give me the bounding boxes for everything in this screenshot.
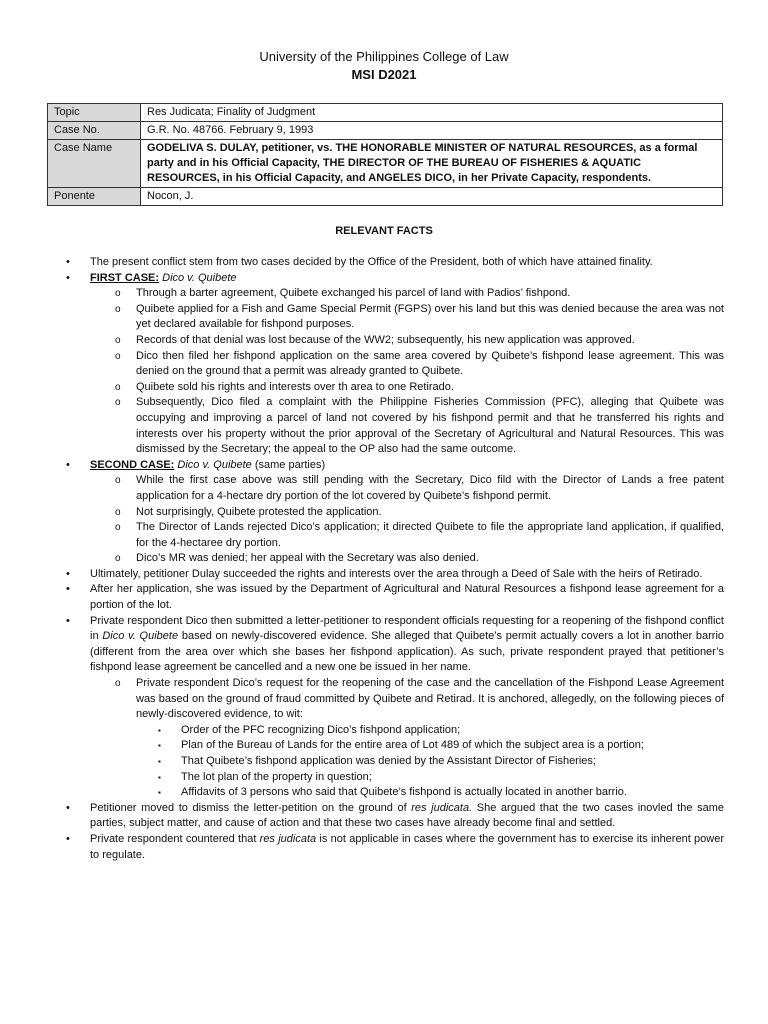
first-case-label: FIRST CASE: (90, 271, 160, 284)
list-item (66, 271, 724, 287)
case-no-label: Case No. (48, 122, 141, 140)
bullet: o (115, 288, 121, 300)
fact-text: Subsequently, Dico filed a complaint with the Philippine Fisheries Commission (PFC), alleging that Quibete was occupying and improving a parcel of land not covered by his fishpond permit and that he transferred his rights and interests over his property without the prior approval of the Secretary of Agricultural and Natural Resources. This was dismissed by the Secretary; the appeal to the OP also had the same outcome. (136, 396, 724, 456)
bullet: o (115, 475, 121, 487)
first-case-title: Dico v. Quibete (162, 271, 237, 284)
bullet: o (115, 397, 121, 409)
fact-text: Quibete applied for a Fish and Game Special Permit (FGPS) over his land but this was denied because the area was not yet declared available for fishpond purposes. (136, 302, 724, 331)
evidence-text: Affidavits of 3 persons who said that Quibete’s fishpond is actually located in another barrio. (181, 786, 627, 799)
evidence-text: Order of the PFC recognizing Dico’s fishpond application; (181, 723, 461, 736)
bullet: • (66, 801, 70, 814)
topic-value: Res Judicata; Finality of Judgment (141, 104, 723, 122)
list-item (66, 286, 724, 302)
list-item (66, 567, 724, 583)
fact-text: Dico then filed her fishpond application on the same area covered by Quibete’s fishpond lease agreement. This was denied on the ground that a permit was already granted to Quibete. (136, 349, 724, 378)
fact-text: is not applicable in cases where the government has to exercise its inherent power to regulate. (90, 832, 724, 861)
evidence-item (66, 770, 724, 786)
ponente-label: Ponente (48, 188, 141, 206)
evidence-item (66, 738, 724, 754)
evidence-text: The lot plan of the property in question; (181, 770, 372, 783)
bullet: o (115, 522, 121, 534)
table-row (48, 140, 723, 188)
evidence-text: That Quibete’s fishpond application was denied by the Assistant Director of Fisheries; (181, 755, 596, 767)
bullet: o (115, 303, 121, 315)
bullet: ▪ (158, 788, 161, 798)
fact-text: The present conflict stem from two cases decided by the Office of the President, both of which have attained finality. (90, 256, 653, 268)
list-item (66, 582, 724, 613)
second-case-suffix: (same parties) (251, 458, 326, 471)
list-item (66, 395, 724, 457)
evidence-item (66, 785, 724, 801)
list-item (66, 520, 724, 551)
fact-text: Quibete sold his rights and interests over th area to one Retirado. (136, 380, 454, 393)
legal-term: res judicata (259, 832, 317, 845)
bullet: ▪ (158, 757, 161, 766)
bullet: • (66, 271, 70, 284)
ponente-value: Nocon, J. (141, 188, 723, 206)
list-item (66, 333, 724, 349)
fact-text: The Director of Lands rejected Dico’s application; it directed Quibete to file the appropriate land application, if qualified, for the 4-hectaree dry portion. (136, 521, 724, 549)
case-name-label: Case Name (48, 140, 141, 188)
fact-text: She argued that the two cases inovled the same parties, subject matter, and cause of action and that these two cases have already become final and settled. (90, 801, 724, 830)
list-item (66, 614, 724, 676)
list-item (66, 349, 724, 380)
facts-body (66, 255, 724, 863)
table-row (48, 188, 723, 206)
list-item (66, 302, 724, 333)
fact-text: based on newly-discovered evidence. She alleged that Quibete’s permit actually covers a lot in another barrio (different from the area over which she bases her fishpond application). As such, private respondent prayed that petitioner’s fishpond lease agreement be cancelled and a new one be issued in her name. (90, 630, 724, 674)
bullet: • (66, 614, 70, 627)
bullet: ▪ (158, 741, 161, 751)
bullet: ▪ (158, 772, 161, 782)
table-row (48, 104, 723, 122)
topic-label: Topic (48, 104, 141, 122)
fact-text: While the first case above was still pending with the Secretary, Dico fild with the Director of Lands a free patent application for a 4-hectare dry portion of the lot covered by Quibete’s fishpond permit. (136, 474, 724, 502)
bullet: o (115, 334, 121, 346)
fact-text: Dico’s MR was denied; her appeal with the Secretary was also denied. (136, 552, 479, 565)
document-header (0, 48, 768, 84)
list-item (66, 255, 724, 271)
bullet: • (66, 832, 70, 845)
fact-text: Not surprisingly, Quibete protested the application. (136, 505, 382, 518)
list-item (66, 832, 724, 863)
bullet: • (66, 583, 70, 596)
list-item (66, 551, 724, 567)
list-item (66, 801, 724, 832)
fact-text: Petitioner moved to dismiss the letter-petition on the ground of (90, 801, 412, 814)
list-item (66, 676, 724, 723)
bullet: • (66, 256, 70, 268)
fact-text: Through a barter agreement, Quibete exchanged his parcel of land with Padios’ fishpond. (136, 287, 571, 300)
table-row (48, 122, 723, 140)
legal-term: res judicata. (411, 801, 473, 814)
list-item (66, 380, 724, 396)
evidence-item (66, 723, 724, 739)
evidence-item (66, 754, 724, 770)
section-title: RELEVANT FACTS (335, 225, 433, 237)
fact-text: Ultimately, petitioner Dulay succeeded the rights and interests over the area through a Deed of Sale with the heirs of Retirado. (90, 567, 703, 580)
bullet: o (115, 506, 121, 518)
fact-text: Records of that denial was lost because of the WW2; subsequently, his new application was approved. (136, 333, 635, 346)
bullet: • (66, 567, 70, 580)
fact-text: After her application, she was issued by the Department of Agricultural and Natural Resources a fishpond lease agreement for a portion of the lot. (90, 583, 724, 612)
case-reference: Dico v. Quibete (102, 630, 179, 643)
second-case-label: SECOND CASE: (90, 458, 175, 471)
second-case-title: Dico v. Quibete (177, 458, 252, 471)
bullet: o (115, 678, 121, 690)
evidence-text: Plan of the Bureau of Lands for the entire area of Lot 489 of which the subject area is a portion; (181, 739, 644, 752)
bullet: o (115, 381, 121, 393)
case-info-table (47, 103, 723, 206)
case-name-value: GODELIVA S. DULAY, petitioner, vs. THE HONORABLE MINISTER OF NATURAL RESOURCES, as a formal party and in his Official Capacity, THE DIRECTOR OF THE BUREAU OF FISHERIES & AQUATIC RESOURCES, in his Official Capacity, and ANGELES DICO, in her Private Capacity, respondents. (141, 140, 723, 188)
list-item (66, 458, 724, 474)
bullet: • (66, 458, 70, 471)
fact-text: Private respondent countered that (90, 832, 260, 845)
list-item (66, 473, 724, 504)
section-code: MSI D2021 (351, 67, 417, 82)
bullet: o (115, 553, 121, 565)
case-no-value: G.R. No. 48766. February 9, 1993 (141, 122, 723, 140)
bullet: o (115, 350, 121, 362)
institution-name: University of the Philippines College of Law (259, 49, 509, 64)
fact-text: Private respondent Dico’s request for the reopening of the case and the cancellation of the Fishpond Lease Agreement was based on the ground of fraud committed by Quibete and Retirad. It is anchored, allegedly, on the following pieces of newly-discovered evidence, to wit: (136, 677, 724, 721)
list-item (66, 505, 724, 521)
fact-text: Private respondent Dico then submitted a letter-petitioner to respondent officials requesting for a reopening of the fishpond conflict in (90, 614, 724, 643)
bullet: ▪ (158, 725, 161, 735)
